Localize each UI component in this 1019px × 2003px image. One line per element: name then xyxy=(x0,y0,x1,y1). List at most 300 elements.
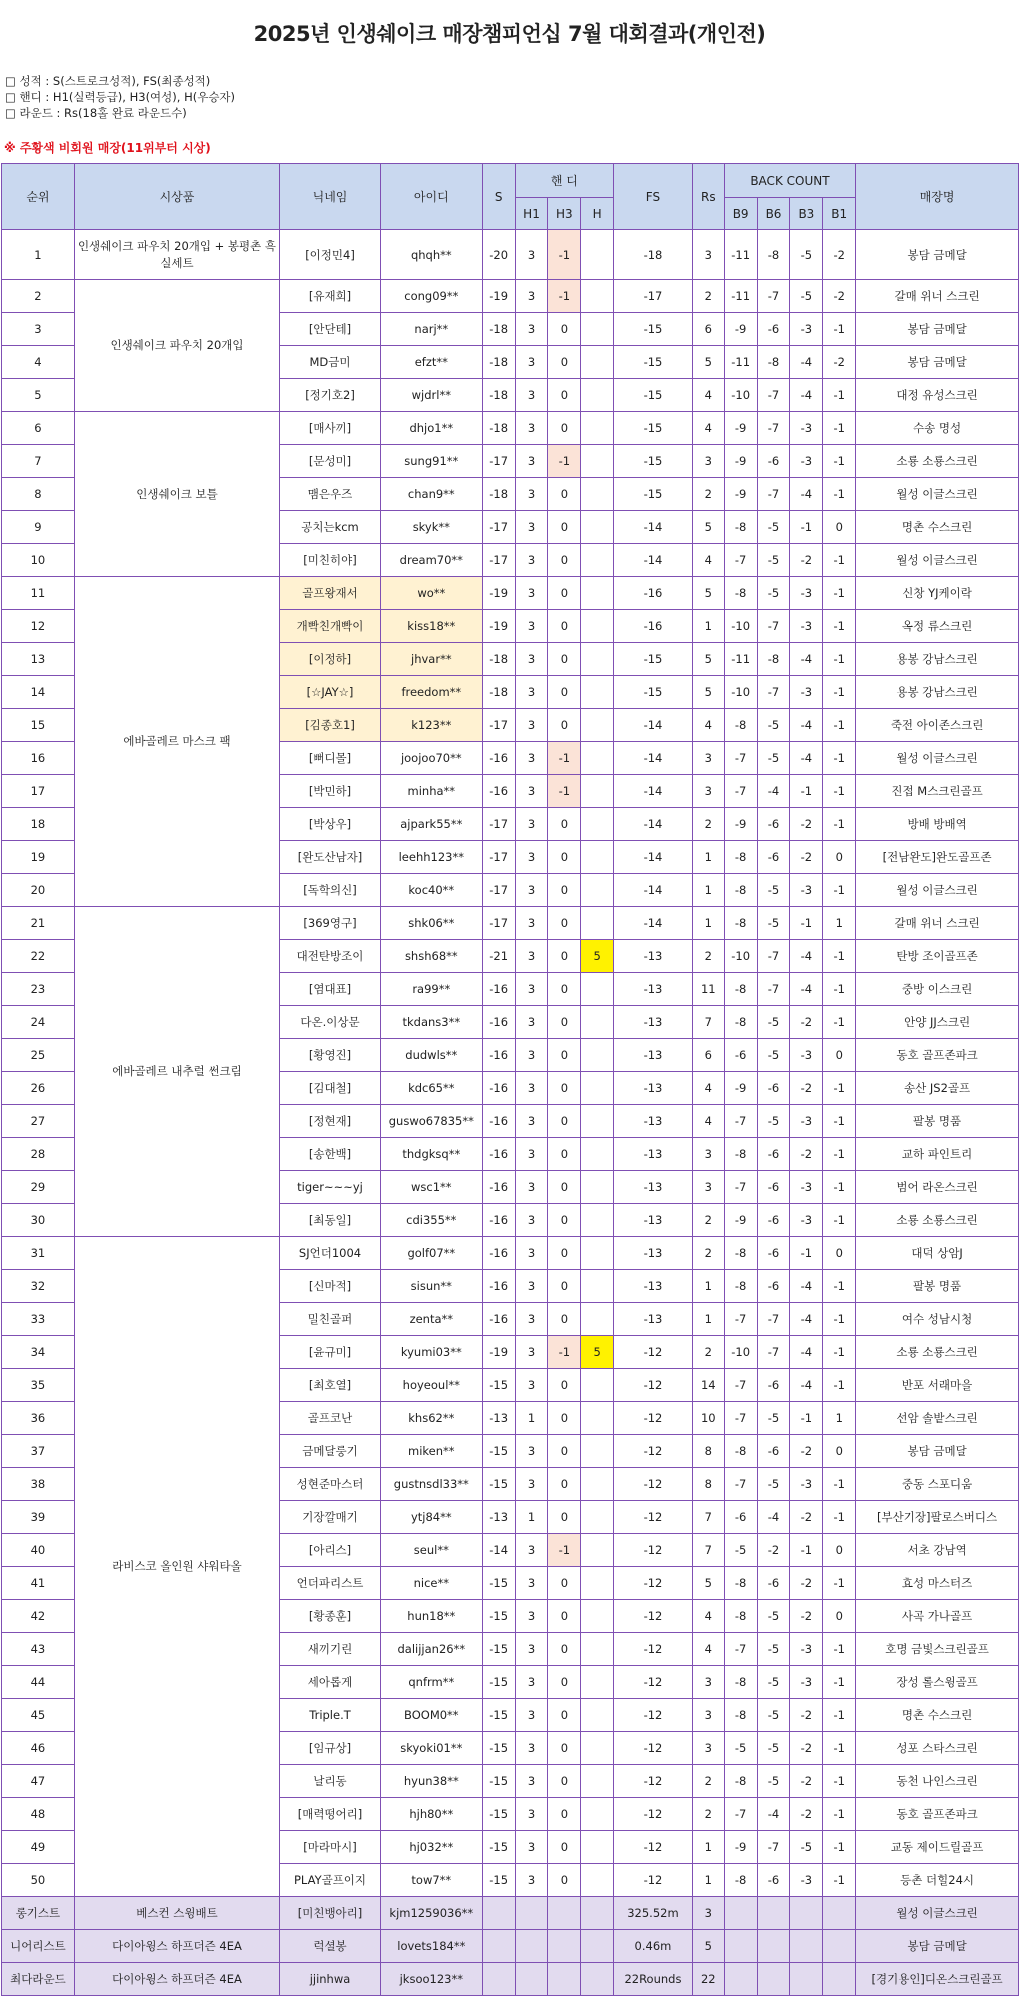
store-cell: 갈매 위너 스크린 xyxy=(856,280,1019,313)
nickname-cell: [☆JAY☆] xyxy=(280,676,381,709)
h1-cell: 3 xyxy=(515,841,548,874)
b9-cell: -11 xyxy=(724,346,757,379)
b3-cell xyxy=(790,1963,823,1996)
s-cell: -17 xyxy=(482,874,515,907)
b3-cell: -4 xyxy=(790,1303,823,1336)
prize-cell: 인생쉐이크 보틀 xyxy=(74,412,279,577)
id-cell: joojoo70** xyxy=(380,742,482,775)
store-cell: 월성 이글스크린 xyxy=(856,874,1019,907)
rs-cell: 7 xyxy=(692,1534,724,1567)
b9-cell: -7 xyxy=(724,1468,757,1501)
h3-cell: 0 xyxy=(548,1369,581,1402)
h1-cell: 3 xyxy=(515,1633,548,1666)
id-cell: k123** xyxy=(380,709,482,742)
b9-cell: -8 xyxy=(724,1765,757,1798)
store-cell: 봉담 금메달 xyxy=(856,346,1019,379)
h3-cell: 0 xyxy=(548,940,581,973)
b6-cell: -6 xyxy=(757,1270,790,1303)
h3-cell: 0 xyxy=(548,1567,581,1600)
h1-cell: 3 xyxy=(515,907,548,940)
h-cell xyxy=(581,907,614,940)
b9-cell: -8 xyxy=(724,1435,757,1468)
b6-cell: -5 xyxy=(757,1765,790,1798)
h3-cell: 0 xyxy=(548,577,581,610)
b3-cell: -3 xyxy=(790,577,823,610)
b1-cell: -1 xyxy=(823,1765,856,1798)
b6-cell xyxy=(757,1963,790,1996)
rs-cell: 3 xyxy=(692,775,724,808)
id-cell: lovets184** xyxy=(380,1930,482,1963)
rs-cell: 4 xyxy=(692,709,724,742)
id-cell: jhvar** xyxy=(380,643,482,676)
h-cell xyxy=(581,1270,614,1303)
rank-cell: 11 xyxy=(2,577,75,610)
fs-cell: -12 xyxy=(614,1402,693,1435)
h1-cell: 3 xyxy=(515,1039,548,1072)
rank-cell: 37 xyxy=(2,1435,75,1468)
h1-cell: 3 xyxy=(515,511,548,544)
fs-cell: -14 xyxy=(614,775,693,808)
h3-cell: 0 xyxy=(548,1171,581,1204)
h3-cell: 0 xyxy=(548,1864,581,1897)
rs-cell: 11 xyxy=(692,973,724,1006)
h-cell xyxy=(581,1204,614,1237)
s-cell: -19 xyxy=(482,280,515,313)
b1-cell: 1 xyxy=(823,1402,856,1435)
s-cell: -19 xyxy=(482,1336,515,1369)
store-cell: 팔봉 명품 xyxy=(856,1270,1019,1303)
h-cell xyxy=(581,280,614,313)
rs-cell: 10 xyxy=(692,1402,724,1435)
store-cell: 월성 이글스크린 xyxy=(856,742,1019,775)
s-cell: -17 xyxy=(482,841,515,874)
b1-cell: -1 xyxy=(823,1864,856,1897)
b1-cell: -1 xyxy=(823,1633,856,1666)
header-b6: B6 xyxy=(757,198,790,230)
id-cell: seul** xyxy=(380,1534,482,1567)
b3-cell xyxy=(790,1897,823,1930)
fs-cell: -13 xyxy=(614,973,693,1006)
h1-cell: 3 xyxy=(515,379,548,412)
rank-cell: 18 xyxy=(2,808,75,841)
nickname-cell: [송한백] xyxy=(280,1138,381,1171)
h3-cell: 0 xyxy=(548,379,581,412)
s-cell: -18 xyxy=(482,643,515,676)
nickname-cell: [369영구] xyxy=(280,907,381,940)
fs-cell: -14 xyxy=(614,544,693,577)
h1-cell: 3 xyxy=(515,610,548,643)
rs-cell: 1 xyxy=(692,874,724,907)
h1-cell: 3 xyxy=(515,709,548,742)
rs-cell: 1 xyxy=(692,1831,724,1864)
rank-cell: 36 xyxy=(2,1402,75,1435)
nickname-cell: [미친뱅아리] xyxy=(280,1897,381,1930)
id-cell: wo** xyxy=(380,577,482,610)
b6-cell: -4 xyxy=(757,1501,790,1534)
rank-cell: 5 xyxy=(2,379,75,412)
fs-cell: -15 xyxy=(614,379,693,412)
rank-cell: 25 xyxy=(2,1039,75,1072)
b9-cell: -8 xyxy=(724,1699,757,1732)
b3-cell: -4 xyxy=(790,709,823,742)
id-cell: ajpark55** xyxy=(380,808,482,841)
b1-cell: -2 xyxy=(823,230,856,280)
b6-cell: -5 xyxy=(757,1468,790,1501)
b3-cell: -3 xyxy=(790,1171,823,1204)
s-cell: -16 xyxy=(482,1138,515,1171)
nickname-cell: 럭셜봉 xyxy=(280,1930,381,1963)
id-cell: hoyeoul** xyxy=(380,1369,482,1402)
b1-cell: -1 xyxy=(823,1798,856,1831)
b3-cell: -5 xyxy=(790,230,823,280)
b6-cell: -8 xyxy=(757,230,790,280)
s-cell: -15 xyxy=(482,1369,515,1402)
rank-cell: 29 xyxy=(2,1171,75,1204)
header-rank: 순위 xyxy=(2,164,75,230)
b6-cell: -7 xyxy=(757,379,790,412)
s-cell: -15 xyxy=(482,1600,515,1633)
b6-cell: -5 xyxy=(757,1600,790,1633)
id-cell: dudwls** xyxy=(380,1039,482,1072)
rank-cell: 38 xyxy=(2,1468,75,1501)
h3-cell xyxy=(548,1963,581,1996)
fs-cell: -12 xyxy=(614,1468,693,1501)
store-cell: 서초 강남역 xyxy=(856,1534,1019,1567)
id-cell: tkdans3** xyxy=(380,1006,482,1039)
rank-cell: 16 xyxy=(2,742,75,775)
h1-cell: 3 xyxy=(515,1765,548,1798)
rs-cell: 2 xyxy=(692,808,724,841)
b3-cell: -1 xyxy=(790,1237,823,1270)
b6-cell: -6 xyxy=(757,1171,790,1204)
award-label-cell: 니어리스트 xyxy=(2,1930,75,1963)
s-cell: -13 xyxy=(482,1501,515,1534)
id-cell: sisun** xyxy=(380,1270,482,1303)
fs-cell: -13 xyxy=(614,1204,693,1237)
fs-cell: 22Rounds xyxy=(614,1963,693,1996)
prize-cell: 인생쉐이크 파우치 20개입 + 봉평촌 흑실세트 xyxy=(74,230,279,280)
b1-cell: -1 xyxy=(823,1006,856,1039)
b9-cell: -7 xyxy=(724,1402,757,1435)
special-award-row xyxy=(2,1963,1019,1996)
nickname-cell: [박민하] xyxy=(280,775,381,808)
b1-cell: -1 xyxy=(823,1831,856,1864)
store-cell: 월성 이글스크린 xyxy=(856,544,1019,577)
id-cell: hj032** xyxy=(380,1831,482,1864)
h3-cell: 0 xyxy=(548,478,581,511)
id-cell: efzt** xyxy=(380,346,482,379)
rank-cell: 15 xyxy=(2,709,75,742)
rank-cell: 1 xyxy=(2,230,75,280)
h1-cell: 3 xyxy=(515,1732,548,1765)
b6-cell: -4 xyxy=(757,775,790,808)
h1-cell: 3 xyxy=(515,1237,548,1270)
h-cell xyxy=(581,1435,614,1468)
rs-cell: 3 xyxy=(692,742,724,775)
store-cell: 팔봉 명품 xyxy=(856,1105,1019,1138)
header-nickname: 닉네임 xyxy=(280,164,381,230)
b3-cell: -3 xyxy=(790,313,823,346)
b3-cell: -2 xyxy=(790,1798,823,1831)
h3-cell: 0 xyxy=(548,1435,581,1468)
b9-cell: -9 xyxy=(724,1072,757,1105)
store-cell: 소룡 소룡스크린 xyxy=(856,1204,1019,1237)
h1-cell: 3 xyxy=(515,1699,548,1732)
b6-cell: -5 xyxy=(757,1699,790,1732)
b1-cell: -1 xyxy=(823,577,856,610)
b9-cell: -9 xyxy=(724,412,757,445)
b3-cell: -3 xyxy=(790,1633,823,1666)
h3-cell: 0 xyxy=(548,1798,581,1831)
b9-cell: -8 xyxy=(724,841,757,874)
b1-cell: -1 xyxy=(823,676,856,709)
rank-cell: 21 xyxy=(2,907,75,940)
id-cell: dream70** xyxy=(380,544,482,577)
b9-cell: -10 xyxy=(724,1336,757,1369)
fs-cell: -12 xyxy=(614,1369,693,1402)
h-cell xyxy=(581,1897,614,1930)
h3-cell: 0 xyxy=(548,610,581,643)
h3-cell: -1 xyxy=(548,280,581,313)
h-cell xyxy=(581,742,614,775)
store-cell: 동천 나인스크린 xyxy=(856,1765,1019,1798)
b3-cell xyxy=(790,1930,823,1963)
b3-cell: -2 xyxy=(790,1006,823,1039)
fs-cell: -13 xyxy=(614,1171,693,1204)
s-cell: -14 xyxy=(482,1534,515,1567)
b3-cell: -4 xyxy=(790,1270,823,1303)
id-cell: qhqh** xyxy=(380,230,482,280)
b9-cell xyxy=(724,1897,757,1930)
id-cell: thdgksq** xyxy=(380,1138,482,1171)
h3-cell: 0 xyxy=(548,346,581,379)
rank-cell: 13 xyxy=(2,643,75,676)
store-cell: 봉담 금메달 xyxy=(856,230,1019,280)
id-cell: wsc1** xyxy=(380,1171,482,1204)
h-cell xyxy=(581,1798,614,1831)
s-cell: -17 xyxy=(482,511,515,544)
rank-cell: 31 xyxy=(2,1237,75,1270)
h1-cell: 3 xyxy=(515,1270,548,1303)
s-cell: -17 xyxy=(482,544,515,577)
b1-cell: -1 xyxy=(823,874,856,907)
b6-cell: -5 xyxy=(757,1633,790,1666)
store-cell: 중동 스포디움 xyxy=(856,1468,1019,1501)
h3-cell: 0 xyxy=(548,1138,581,1171)
header-h3: H3 xyxy=(548,198,581,230)
h1-cell: 3 xyxy=(515,1831,548,1864)
table-row xyxy=(2,907,1019,940)
id-cell: hjh80** xyxy=(380,1798,482,1831)
store-cell: 명촌 수스크린 xyxy=(856,511,1019,544)
nickname-cell: SJ언더1004 xyxy=(280,1237,381,1270)
b1-cell xyxy=(823,1897,856,1930)
id-cell: nice** xyxy=(380,1567,482,1600)
h1-cell xyxy=(515,1897,548,1930)
s-cell: -15 xyxy=(482,1633,515,1666)
s-cell: -16 xyxy=(482,742,515,775)
rank-cell: 12 xyxy=(2,610,75,643)
s-cell: -15 xyxy=(482,1732,515,1765)
b9-cell: -8 xyxy=(724,1138,757,1171)
rs-cell: 6 xyxy=(692,1039,724,1072)
fs-cell: -14 xyxy=(614,742,693,775)
rank-cell: 49 xyxy=(2,1831,75,1864)
h3-cell: 0 xyxy=(548,1699,581,1732)
b1-cell: -1 xyxy=(823,313,856,346)
h-cell xyxy=(581,1468,614,1501)
s-cell xyxy=(482,1897,515,1930)
b6-cell: -5 xyxy=(757,907,790,940)
b1-cell: -1 xyxy=(823,1666,856,1699)
nickname-cell: [안단테] xyxy=(280,313,381,346)
rank-cell: 48 xyxy=(2,1798,75,1831)
store-cell: [경기용인]디온스크린골프 xyxy=(856,1963,1019,1996)
nickname-cell: [완도산남자] xyxy=(280,841,381,874)
h3-cell: 0 xyxy=(548,1303,581,1336)
b9-cell: -8 xyxy=(724,1567,757,1600)
award-label-cell: 롱기스트 xyxy=(2,1897,75,1930)
store-cell: 진접 M스크린골프 xyxy=(856,775,1019,808)
h3-cell: -1 xyxy=(548,230,581,280)
h-cell xyxy=(581,1666,614,1699)
h1-cell xyxy=(515,1930,548,1963)
b9-cell: -8 xyxy=(724,1270,757,1303)
h-cell xyxy=(581,544,614,577)
s-cell: -17 xyxy=(482,445,515,478)
id-cell: jksoo123** xyxy=(380,1963,482,1996)
b9-cell: -7 xyxy=(724,1303,757,1336)
h-cell xyxy=(581,1633,614,1666)
h-cell xyxy=(581,1072,614,1105)
h1-cell: 3 xyxy=(515,313,548,346)
b9-cell: -9 xyxy=(724,1831,757,1864)
rs-cell: 2 xyxy=(692,478,724,511)
h1-cell: 3 xyxy=(515,1336,548,1369)
rs-cell: 3 xyxy=(692,1897,724,1930)
prize-cell: 베스컨 스윙배트 xyxy=(74,1897,279,1930)
fs-cell: -14 xyxy=(614,511,693,544)
rank-cell: 14 xyxy=(2,676,75,709)
b6-cell: -8 xyxy=(757,643,790,676)
fs-cell: -12 xyxy=(614,1765,693,1798)
b1-cell: -1 xyxy=(823,1699,856,1732)
h1-cell: 3 xyxy=(515,1798,548,1831)
h-cell xyxy=(581,379,614,412)
store-cell: 동호 골프존파크 xyxy=(856,1798,1019,1831)
h1-cell: 3 xyxy=(515,676,548,709)
s-cell: -16 xyxy=(482,1303,515,1336)
nickname-cell: 다온.이상문 xyxy=(280,1006,381,1039)
nickname-cell: [최호열] xyxy=(280,1369,381,1402)
s-cell: -18 xyxy=(482,412,515,445)
b3-cell: -3 xyxy=(790,1204,823,1237)
rank-cell: 22 xyxy=(2,940,75,973)
b9-cell: -7 xyxy=(724,544,757,577)
b9-cell: -8 xyxy=(724,907,757,940)
nickname-cell: [매력떵어리] xyxy=(280,1798,381,1831)
s-cell: -16 xyxy=(482,1039,515,1072)
h1-cell: 3 xyxy=(515,1600,548,1633)
id-cell: skyk** xyxy=(380,511,482,544)
store-cell: 탄방 조이골프존 xyxy=(856,940,1019,973)
rs-cell: 3 xyxy=(692,1666,724,1699)
id-cell: wjdrl** xyxy=(380,379,482,412)
store-cell: 반포 서래마을 xyxy=(856,1369,1019,1402)
fs-cell: -12 xyxy=(614,1798,693,1831)
s-cell: -15 xyxy=(482,1864,515,1897)
store-cell: 송산 JS2골프 xyxy=(856,1072,1019,1105)
b6-cell: -7 xyxy=(757,1336,790,1369)
h3-cell: -1 xyxy=(548,1336,581,1369)
store-cell: 소룡 소룡스크린 xyxy=(856,445,1019,478)
b9-cell: -9 xyxy=(724,313,757,346)
rank-cell: 4 xyxy=(2,346,75,379)
fs-cell: -12 xyxy=(614,1567,693,1600)
nickname-cell: [박상우] xyxy=(280,808,381,841)
h-cell xyxy=(581,1006,614,1039)
rank-cell: 7 xyxy=(2,445,75,478)
h-cell xyxy=(581,973,614,1006)
s-cell: -18 xyxy=(482,379,515,412)
rank-cell: 45 xyxy=(2,1699,75,1732)
b6-cell: -6 xyxy=(757,1864,790,1897)
h1-cell: 3 xyxy=(515,1204,548,1237)
nickname-cell: 개빡친개빡이 xyxy=(280,610,381,643)
b9-cell: -8 xyxy=(724,973,757,1006)
nickname-cell: 새끼기린 xyxy=(280,1633,381,1666)
prize-cell: 에바골레르 마스크 팩 xyxy=(74,577,279,907)
id-cell: hun18** xyxy=(380,1600,482,1633)
b9-cell: -11 xyxy=(724,280,757,313)
rs-cell: 2 xyxy=(692,280,724,313)
rank-cell: 35 xyxy=(2,1369,75,1402)
nickname-cell: 골프코난 xyxy=(280,1402,381,1435)
rank-cell: 28 xyxy=(2,1138,75,1171)
b6-cell: -6 xyxy=(757,1072,790,1105)
b3-cell: -3 xyxy=(790,445,823,478)
fs-cell: -13 xyxy=(614,1006,693,1039)
b9-cell: -8 xyxy=(724,577,757,610)
b9-cell: -8 xyxy=(724,1864,757,1897)
nickname-cell: [임규상] xyxy=(280,1732,381,1765)
nonmember-notice: ※ 주황색 비회원 매장(11위부터 시상) xyxy=(4,141,211,155)
b1-cell: -1 xyxy=(823,610,856,643)
store-cell: 효성 마스터즈 xyxy=(856,1567,1019,1600)
s-cell: -15 xyxy=(482,1666,515,1699)
b1-cell: 0 xyxy=(823,1435,856,1468)
s-cell: -19 xyxy=(482,610,515,643)
rs-cell: 22 xyxy=(692,1963,724,1996)
prize-cell: 라비스코 올인원 샤워타올 xyxy=(74,1237,279,1897)
h-cell xyxy=(581,1699,614,1732)
rs-cell: 3 xyxy=(692,1699,724,1732)
fs-cell: -13 xyxy=(614,1270,693,1303)
header-prize: 시상품 xyxy=(74,164,279,230)
b3-cell: -2 xyxy=(790,544,823,577)
fs-cell: -16 xyxy=(614,610,693,643)
b1-cell xyxy=(823,1963,856,1996)
b6-cell: -7 xyxy=(757,973,790,1006)
s-cell: -16 xyxy=(482,1006,515,1039)
fs-cell: -17 xyxy=(614,280,693,313)
nickname-cell: tiger~~~yj xyxy=(280,1171,381,1204)
b9-cell: -7 xyxy=(724,1798,757,1831)
b1-cell: -1 xyxy=(823,742,856,775)
h-cell xyxy=(581,1105,614,1138)
rank-cell: 19 xyxy=(2,841,75,874)
h3-cell: 0 xyxy=(548,1765,581,1798)
